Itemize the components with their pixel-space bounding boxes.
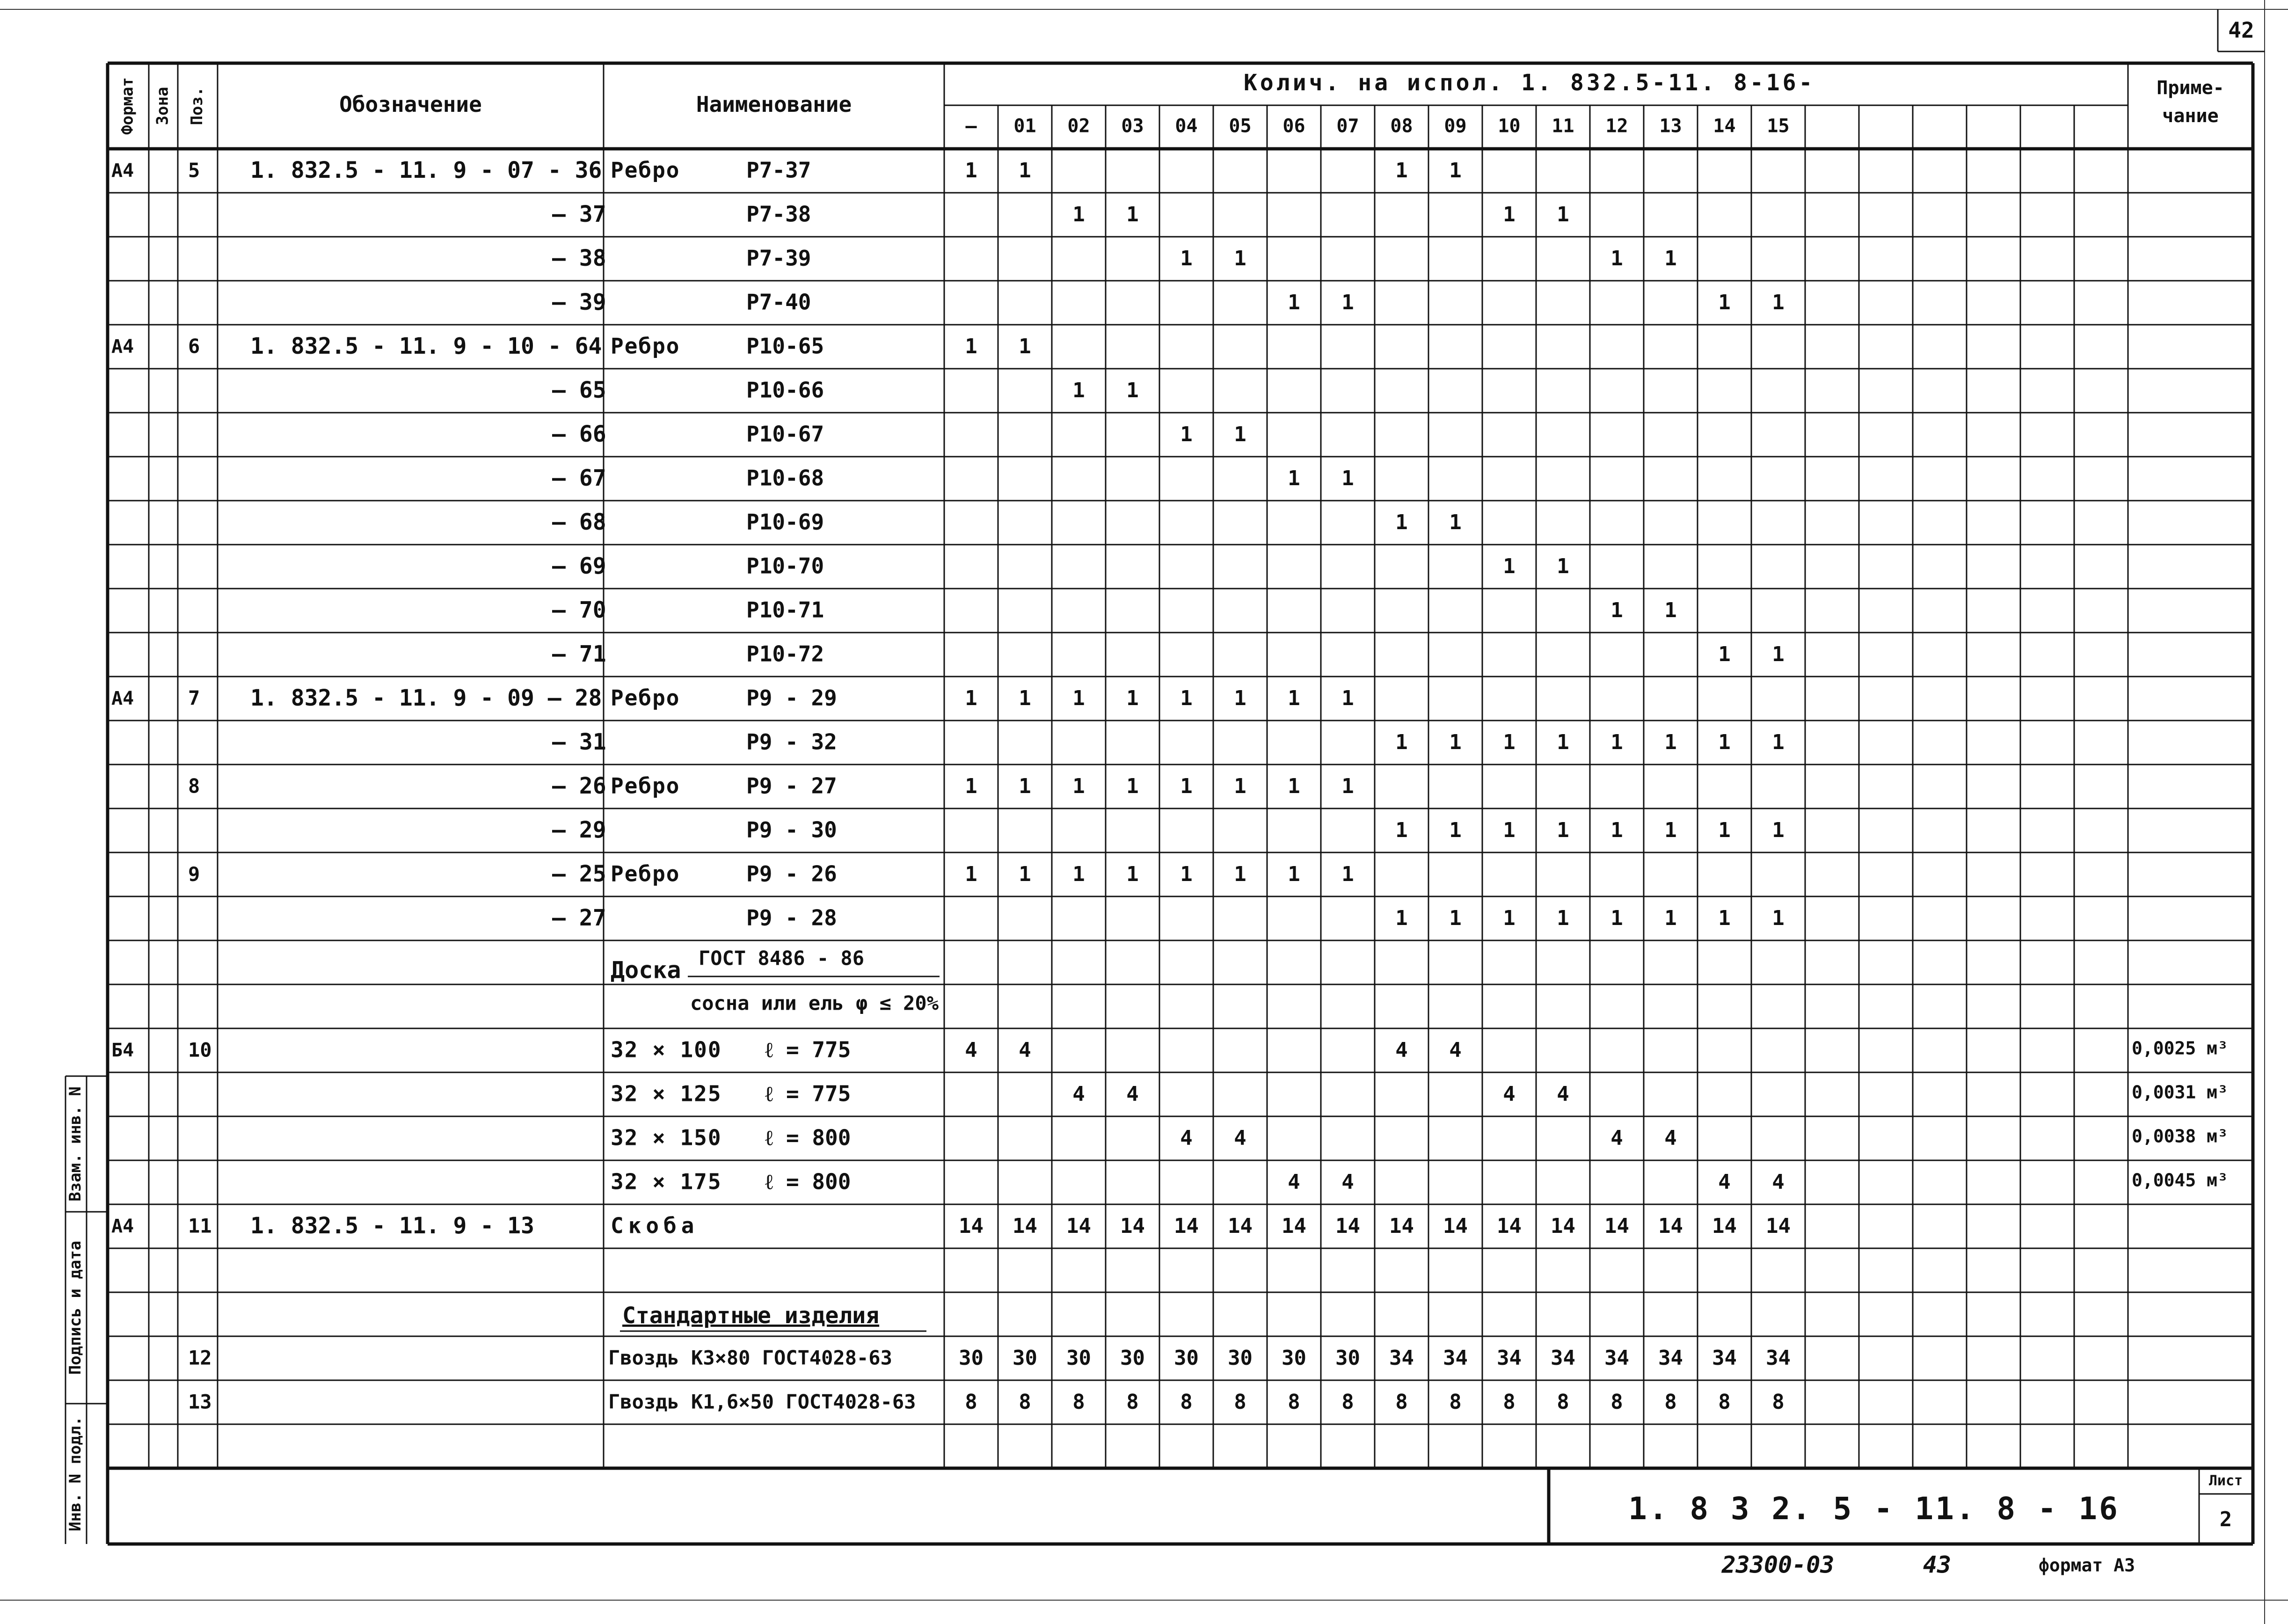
- qty-cell: 34: [1712, 1346, 1737, 1370]
- row-position: 7: [188, 686, 200, 710]
- variant-header-0: –: [965, 115, 977, 137]
- qty-cell: 14: [1066, 1214, 1091, 1238]
- qty-cell: 1: [1341, 466, 1354, 490]
- qty-cell: 4: [965, 1038, 977, 1062]
- qty-cell: 1: [1557, 906, 1569, 930]
- qty-cell: 1: [1503, 730, 1516, 754]
- variant-header-6: 06: [1282, 115, 1305, 137]
- qty-cell: 1: [1234, 774, 1246, 798]
- qty-cell: 1: [965, 862, 977, 886]
- row-name-mark: Р10-72: [746, 641, 824, 667]
- qty-cell: 1: [1664, 247, 1677, 270]
- row-designation: – 29: [552, 817, 606, 843]
- row-name: 32 × 100: [611, 1037, 722, 1063]
- qty-cell: 8: [1718, 1390, 1731, 1414]
- qty-cell: 4: [1126, 1082, 1139, 1106]
- qty-cell: 30: [959, 1346, 984, 1370]
- row-position: 8: [188, 774, 200, 798]
- qty-cell: 4: [1503, 1082, 1516, 1106]
- qty-cell: 1: [1718, 730, 1731, 754]
- variant-header-11: 11: [1552, 115, 1574, 137]
- variant-header-3: 03: [1121, 115, 1144, 137]
- qty-cell: 8: [1234, 1390, 1246, 1414]
- row-name-mark: Р10-65: [746, 333, 824, 359]
- row-note: 0,0045 м³: [2132, 1170, 2228, 1191]
- qty-cell: 1: [1395, 818, 1408, 842]
- row-designation: 1. 832.5 - 11. 9 - 13: [250, 1213, 534, 1239]
- qty-cell: 1: [1019, 686, 1031, 710]
- page-number: 42: [2228, 17, 2254, 43]
- row-name-mark: Р9 - 27: [746, 773, 837, 799]
- qty-cell: 30: [1282, 1346, 1306, 1370]
- qty-cell: 4: [1557, 1082, 1569, 1106]
- qty-cell: 14: [1120, 1214, 1145, 1238]
- format-header: Формат: [118, 77, 137, 135]
- row-name: Ребро: [611, 685, 680, 711]
- row-name: Ребро: [611, 861, 680, 887]
- row-name-mark: Р10-66: [746, 377, 824, 403]
- qty-cell: 1: [1503, 818, 1516, 842]
- qty-cell: 1: [1180, 422, 1193, 446]
- note-header: чание: [2162, 105, 2219, 127]
- qty-cell: 14: [1228, 1214, 1253, 1238]
- qty-cell: 1: [1449, 730, 1462, 754]
- row-position: 5: [188, 159, 200, 182]
- row-name-mark: Р10-69: [746, 509, 824, 535]
- qty-cell: 30: [1228, 1346, 1253, 1370]
- qty-cell: 1: [965, 159, 977, 182]
- row-name-mark: Р7-40: [746, 289, 811, 315]
- qty-cell: 1: [1341, 686, 1354, 710]
- row-designation: – 69: [552, 553, 606, 579]
- side-stamp-signature: Подпись и дата: [66, 1240, 85, 1375]
- row-designation: – 65: [552, 377, 606, 403]
- qty-cell: 1: [1288, 862, 1300, 886]
- row-name-mark: Р9 - 26: [746, 861, 837, 887]
- quantity-header: Колич. на испол. 1. 832.5-11. 8-16-: [1244, 70, 1815, 96]
- row-name-mark: ℓ = 800: [765, 1125, 851, 1151]
- qty-cell: 1: [1126, 862, 1139, 886]
- qty-cell: 1: [1126, 774, 1139, 798]
- row-designation: – 38: [552, 245, 606, 271]
- qty-cell: 8: [1664, 1390, 1677, 1414]
- table-grid: [108, 63, 2253, 1544]
- section-heading: Стандартные изделия: [622, 1303, 880, 1329]
- qty-cell: 1: [1718, 642, 1731, 666]
- document-designation: 1. 8 3 2. 5 - 11. 8 - 16: [1628, 1491, 2120, 1527]
- qty-cell: 1: [1772, 818, 1785, 842]
- qty-cell: 1: [1772, 906, 1785, 930]
- qty-cell: 1: [965, 335, 977, 358]
- row-name: Ребро: [611, 333, 680, 359]
- qty-cell: 1: [1126, 379, 1139, 402]
- row-position: 11: [188, 1214, 212, 1238]
- qty-cell: 1: [1610, 730, 1623, 754]
- qty-cell: 14: [1174, 1214, 1199, 1238]
- qty-cell: 1: [1503, 906, 1516, 930]
- variant-header-2: 02: [1067, 115, 1090, 137]
- qty-cell: 1: [1449, 818, 1462, 842]
- variant-header-5: 05: [1229, 115, 1252, 137]
- row-designation: 1. 832.5 - 11. 9 - 10 - 64: [250, 333, 602, 359]
- qty-cell: 14: [1013, 1214, 1037, 1238]
- qty-cell: 14: [1551, 1214, 1575, 1238]
- qty-cell: 1: [1288, 466, 1300, 490]
- row-name-mark: ℓ = 800: [765, 1169, 851, 1194]
- row-name-standard: ГОСТ 8486 - 86: [698, 947, 865, 970]
- row-name: Гвоздь К1,6×50 ГОСТ4028-63: [608, 1390, 916, 1413]
- qty-cell: 34: [1604, 1346, 1629, 1370]
- qty-cell: 1: [1664, 818, 1677, 842]
- row-designation: – 67: [552, 465, 606, 491]
- qty-cell: 1: [1180, 247, 1193, 270]
- qty-cell: 1: [1019, 862, 1031, 886]
- qty-cell: 8: [1019, 1390, 1031, 1414]
- qty-cell: 30: [1120, 1346, 1145, 1370]
- qty-cell: 1: [1557, 730, 1569, 754]
- qty-cell: 1: [1664, 906, 1677, 930]
- qty-cell: 34: [1551, 1346, 1575, 1370]
- qty-cell: 1: [1718, 818, 1731, 842]
- qty-cell: 1: [1610, 598, 1623, 622]
- qty-cell: 14: [1658, 1214, 1683, 1238]
- row-designation: 1. 832.5 - 11. 9 - 07 - 36: [250, 157, 602, 183]
- qty-cell: 1: [1126, 203, 1139, 226]
- qty-cell: 1: [1072, 203, 1085, 226]
- row-designation: – 68: [552, 509, 606, 535]
- qty-cell: 14: [959, 1214, 984, 1238]
- row-format: А4: [111, 688, 134, 709]
- row-position: 10: [188, 1038, 212, 1062]
- row-format: А4: [111, 1216, 134, 1237]
- qty-cell: 1: [1234, 422, 1246, 446]
- qty-cell: 14: [1443, 1214, 1468, 1238]
- qty-cell: 1: [1395, 159, 1408, 182]
- row-name-material: сосна или ель φ ≤ 20%: [690, 991, 939, 1015]
- qty-cell: 14: [1335, 1214, 1360, 1238]
- qty-cell: 8: [1557, 1390, 1569, 1414]
- qty-cell: 4: [1072, 1082, 1085, 1106]
- row-name: Гвоздь К3×80 ГОСТ4028-63: [608, 1346, 892, 1369]
- qty-cell: 8: [1610, 1390, 1623, 1414]
- qty-cell: 1: [1610, 247, 1623, 270]
- qty-cell: 1: [1718, 906, 1731, 930]
- qty-cell: 14: [1604, 1214, 1629, 1238]
- row-designation: – 27: [552, 905, 606, 931]
- qty-cell: 4: [1395, 1038, 1408, 1062]
- qty-cell: 1: [1664, 598, 1677, 622]
- sheet-label: Лист: [2208, 1472, 2243, 1489]
- qty-cell: 1: [1019, 774, 1031, 798]
- row-format: Б4: [111, 1040, 134, 1061]
- archive-code: 23300-03: [1721, 1551, 1835, 1579]
- qty-cell: 1: [1395, 906, 1408, 930]
- row-position: 9: [188, 862, 200, 886]
- qty-cell: 1: [1180, 774, 1193, 798]
- row-note: 0,0025 м³: [2132, 1038, 2228, 1059]
- variant-header-7: 07: [1336, 115, 1359, 137]
- row-designation: – 37: [552, 201, 606, 227]
- qty-cell: 1: [1557, 818, 1569, 842]
- qty-cell: 8: [1072, 1390, 1085, 1414]
- row-name-mark: Р9 - 32: [746, 729, 837, 755]
- qty-cell: 8: [1503, 1390, 1516, 1414]
- row-name-mark: Р9 - 30: [746, 817, 837, 843]
- qty-cell: 34: [1658, 1346, 1683, 1370]
- qty-cell: 14: [1766, 1214, 1791, 1238]
- qty-cell: 8: [1180, 1390, 1193, 1414]
- qty-cell: 4: [1664, 1126, 1677, 1150]
- row-name: Скоба: [611, 1213, 699, 1238]
- archive-number: 43: [1923, 1551, 1952, 1579]
- row-name: Ребро: [611, 157, 680, 183]
- qty-cell: 1: [1126, 686, 1139, 710]
- qty-cell: 1: [1341, 862, 1354, 886]
- row-format: А4: [111, 160, 134, 182]
- designation-header: Обозначение: [339, 92, 482, 117]
- qty-cell: 1: [1772, 642, 1785, 666]
- row-designation: – 71: [552, 641, 606, 667]
- row-name-mark: ℓ = 775: [765, 1037, 851, 1063]
- qty-cell: 1: [1395, 510, 1408, 534]
- qty-cell: 1: [1503, 203, 1516, 226]
- qty-cell: 4: [1772, 1170, 1785, 1194]
- qty-cell: 8: [1772, 1390, 1785, 1414]
- qty-cell: 1: [1610, 818, 1623, 842]
- row-designation: – 25: [552, 861, 606, 887]
- qty-cell: 1: [1288, 774, 1300, 798]
- row-note: 0,0031 м³: [2132, 1082, 2228, 1103]
- row-name-mark: Р10-71: [746, 597, 824, 623]
- side-stamp-replacement: Взам. инв. N: [66, 1086, 85, 1202]
- row-designation: – 26: [552, 773, 606, 799]
- row-designation: – 70: [552, 597, 606, 623]
- row-position: 12: [188, 1346, 212, 1369]
- qty-cell: 1: [1180, 862, 1193, 886]
- variant-header-9: 09: [1444, 115, 1467, 137]
- qty-cell: 1: [1234, 862, 1246, 886]
- table-content: [111, 70, 2228, 1414]
- variant-header-15: 15: [1767, 115, 1790, 137]
- qty-cell: 1: [1288, 291, 1300, 314]
- qty-cell: 34: [1389, 1346, 1414, 1370]
- qty-cell: 8: [1395, 1390, 1408, 1414]
- qty-cell: 1: [965, 686, 977, 710]
- qty-cell: 1: [1772, 291, 1785, 314]
- row-name: 32 × 175: [611, 1169, 722, 1194]
- variant-header-1: 01: [1013, 115, 1036, 137]
- qty-cell: 34: [1443, 1346, 1468, 1370]
- qty-cell: 14: [1282, 1214, 1306, 1238]
- qty-cell: 1: [1557, 554, 1569, 578]
- format-note: формат А3: [2039, 1555, 2135, 1576]
- row-name: 32 × 150: [611, 1125, 722, 1151]
- variant-header-8: 08: [1390, 115, 1413, 137]
- qty-cell: 1: [1288, 686, 1300, 710]
- row-name-mark: Р7-38: [746, 201, 811, 227]
- row-name-mark: Р9 - 28: [746, 905, 837, 931]
- qty-cell: 30: [1066, 1346, 1091, 1370]
- qty-cell: 1: [1449, 159, 1462, 182]
- row-note: 0,0038 м³: [2132, 1126, 2228, 1147]
- qty-cell: 4: [1610, 1126, 1623, 1150]
- variant-header-14: 14: [1713, 115, 1736, 137]
- side-stamp-inventory: Инв. N подл.: [66, 1416, 85, 1531]
- qty-cell: 30: [1013, 1346, 1037, 1370]
- variant-header-10: 10: [1498, 115, 1521, 137]
- qty-cell: 1: [1072, 379, 1085, 402]
- qty-cell: 1: [1019, 335, 1031, 358]
- row-name-mark: Р7-37: [746, 157, 811, 183]
- qty-cell: 14: [1712, 1214, 1737, 1238]
- row-designation: 1. 832.5 - 11. 9 - 09 – 28: [250, 685, 602, 711]
- variant-header-12: 12: [1605, 115, 1628, 137]
- qty-cell: 1: [1234, 686, 1246, 710]
- qty-cell: 1: [1449, 906, 1462, 930]
- qty-cell: 4: [1288, 1170, 1300, 1194]
- position-header: Поз.: [188, 87, 206, 125]
- qty-cell: 1: [1072, 774, 1085, 798]
- row-name-mark: Р10-68: [746, 465, 824, 491]
- qty-cell: 4: [1234, 1126, 1246, 1150]
- qty-cell: 1: [1503, 554, 1516, 578]
- qty-cell: 4: [1180, 1126, 1193, 1150]
- name-header: Наименование: [696, 92, 852, 117]
- qty-cell: 1: [1395, 730, 1408, 754]
- row-name-mark: Р10-70: [746, 553, 824, 579]
- row-designation: – 39: [552, 289, 606, 315]
- row-format: А4: [111, 336, 134, 357]
- qty-cell: 8: [1449, 1390, 1462, 1414]
- qty-cell: 1: [1610, 906, 1623, 930]
- qty-cell: 1: [1234, 247, 1246, 270]
- qty-cell: 1: [1341, 774, 1354, 798]
- qty-cell: 30: [1335, 1346, 1360, 1370]
- qty-cell: 1: [1557, 203, 1569, 226]
- variant-header-13: 13: [1659, 115, 1682, 137]
- row-name: Ребро: [611, 773, 680, 799]
- qty-cell: 4: [1341, 1170, 1354, 1194]
- row-name-mark: Р9 - 29: [746, 685, 837, 711]
- qty-cell: 4: [1019, 1038, 1031, 1062]
- qty-cell: 34: [1766, 1346, 1791, 1370]
- row-name: 32 × 125: [611, 1081, 722, 1107]
- note-header: Приме-: [2157, 77, 2224, 99]
- qty-cell: 1: [1772, 730, 1785, 754]
- qty-cell: 1: [1019, 159, 1031, 182]
- row-designation: – 31: [552, 729, 606, 755]
- qty-cell: 1: [1718, 291, 1731, 314]
- qty-cell: 8: [1288, 1390, 1300, 1414]
- row-name-mark: Р7-39: [746, 245, 811, 271]
- qty-cell: 34: [1497, 1346, 1522, 1370]
- row-designation: – 66: [552, 421, 606, 447]
- qty-cell: 1: [1072, 686, 1085, 710]
- qty-cell: 8: [1341, 1390, 1354, 1414]
- qty-cell: 1: [1341, 291, 1354, 314]
- qty-cell: 14: [1389, 1214, 1414, 1238]
- qty-cell: 14: [1497, 1214, 1522, 1238]
- qty-cell: 1: [1449, 510, 1462, 534]
- qty-cell: 4: [1449, 1038, 1462, 1062]
- qty-cell: 1: [965, 774, 977, 798]
- row-name-mark: ℓ = 775: [765, 1081, 851, 1107]
- row-name: Доска: [611, 956, 681, 984]
- qty-cell: 8: [1126, 1390, 1139, 1414]
- variant-header-4: 04: [1175, 115, 1198, 137]
- qty-cell: 1: [1664, 730, 1677, 754]
- qty-cell: 1: [1180, 686, 1193, 710]
- qty-cell: 30: [1174, 1346, 1199, 1370]
- row-name-mark: Р10-67: [746, 421, 824, 447]
- qty-cell: 1: [1072, 862, 1085, 886]
- sheet-number: 2: [2219, 1507, 2232, 1531]
- zone-header: Зона: [153, 87, 172, 125]
- qty-cell: 8: [965, 1390, 977, 1414]
- qty-cell: 4: [1718, 1170, 1731, 1194]
- row-position: 13: [188, 1390, 212, 1413]
- row-position: 6: [188, 335, 200, 358]
